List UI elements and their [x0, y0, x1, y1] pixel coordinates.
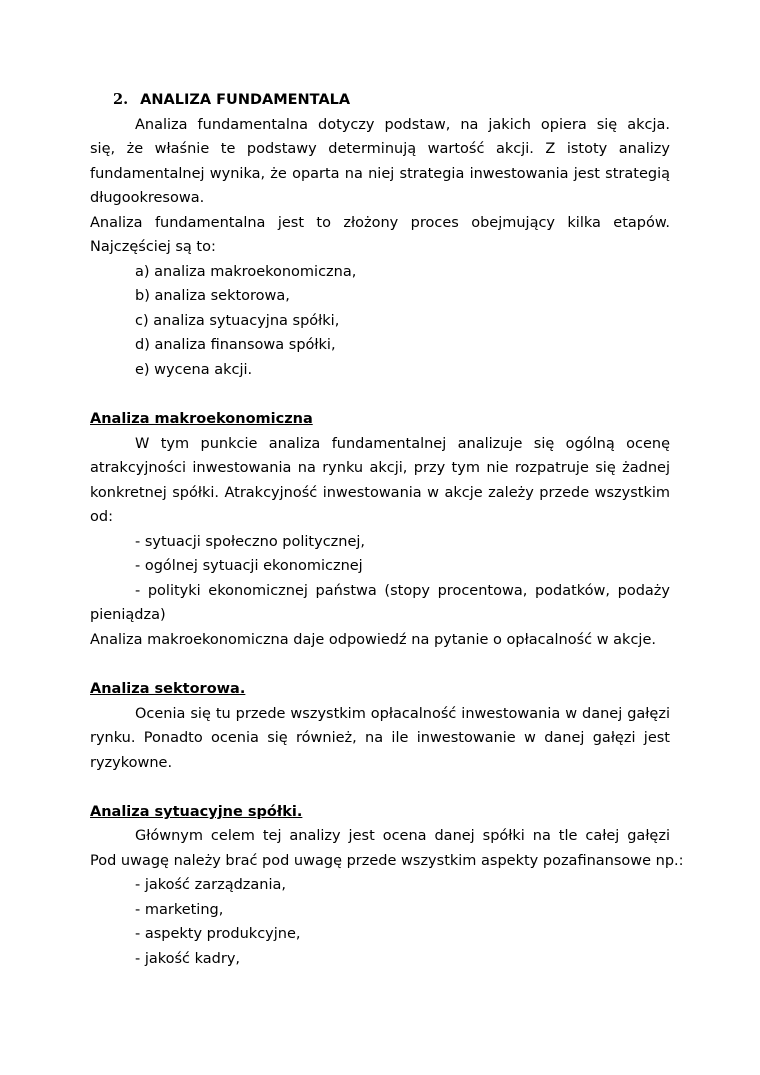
macro-line: atrakcyjności inwestowania na rynku akcji, przy tym nie rozpatruje się żadnej [90, 460, 670, 476]
macro-line: W tym punkcie analiza fundamentalnej analizuje się ogólną ocenę [135, 436, 670, 452]
heading-sector: Analiza sektorowa. [90, 681, 246, 697]
macro-bullet: - ogólnej sytuacji ekonomicznej [135, 558, 363, 574]
situational-line: Głównym celem tej analizy jest ocena danej spółki na tle całej gałęzi [135, 828, 670, 844]
stage-item: b) analiza sektorowa, [135, 288, 290, 304]
macro-bullet-tail: pieniądza) [90, 607, 166, 623]
stage-item: d) analiza finansowa spółki, [135, 337, 336, 353]
sector-line: rynku. Ponadto ocenia się również, na ile inwestowanie w danej gałęzi jest [90, 730, 670, 746]
situational-line: Pod uwagę należy brać pod uwagę przede wszystkim aspekty pozafinansowe np.: [90, 853, 684, 869]
intro-line: Analiza fundamentalna jest to złożony proces obejmujący kilka etapów. [90, 215, 670, 231]
situational-bullet: - jakość kadry, [135, 951, 241, 967]
stage-item: c) analiza sytuacyjna spółki, [135, 313, 340, 329]
macro-line: konkretnej spółki. Atrakcyjność inwestowania w akcje zależy przede wszystkim [90, 485, 670, 501]
stage-item: a) analiza makroekonomiczna, [135, 264, 357, 280]
sector-line: ryzykowne. [90, 755, 173, 771]
macro-line: od: [90, 509, 113, 525]
heading-situational: Analiza sytuacyjne spółki. [90, 804, 303, 820]
situational-bullet: - jakość zarządzania, [135, 877, 287, 893]
macro-bullet: - polityki ekonomicznej państwa (stopy procentowa, podatków, podaży [135, 583, 670, 599]
intro-line: się, że właśnie te podstawy determinują wartość akcji. Z istoty analizy [90, 141, 670, 157]
sector-line: Ocenia się tu przede wszystkim opłacalność inwestowania w danej gałęzi [135, 706, 670, 722]
section-title: ANALIZA FUNDAMENTALA [140, 92, 351, 108]
situational-bullet: - aspekty produkcyjne, [135, 926, 301, 942]
section-number: 2. [113, 91, 129, 108]
section-title-line [113, 88, 693, 112]
intro-line: Analiza fundamentalna dotyczy podstaw, na jakich opiera się akcja. [135, 117, 670, 133]
situational-bullet: - marketing, [135, 902, 224, 918]
intro-line: długookresowa. [90, 190, 205, 206]
heading-macro: Analiza makroekonomiczna [90, 411, 313, 427]
stage-item: e) wycena akcji. [135, 362, 253, 378]
macro-bullet: - sytuacji społeczno politycznej, [135, 534, 366, 550]
macro-conclusion: Analiza makroekonomiczna daje odpowiedź na pytanie o opłacalność w akcje. [90, 632, 656, 648]
intro-line: fundamentalnej wynika, że oparta na niej strategia inwestowania jest strategią [90, 166, 670, 182]
intro-line: Najczęściej są to: [90, 239, 216, 255]
